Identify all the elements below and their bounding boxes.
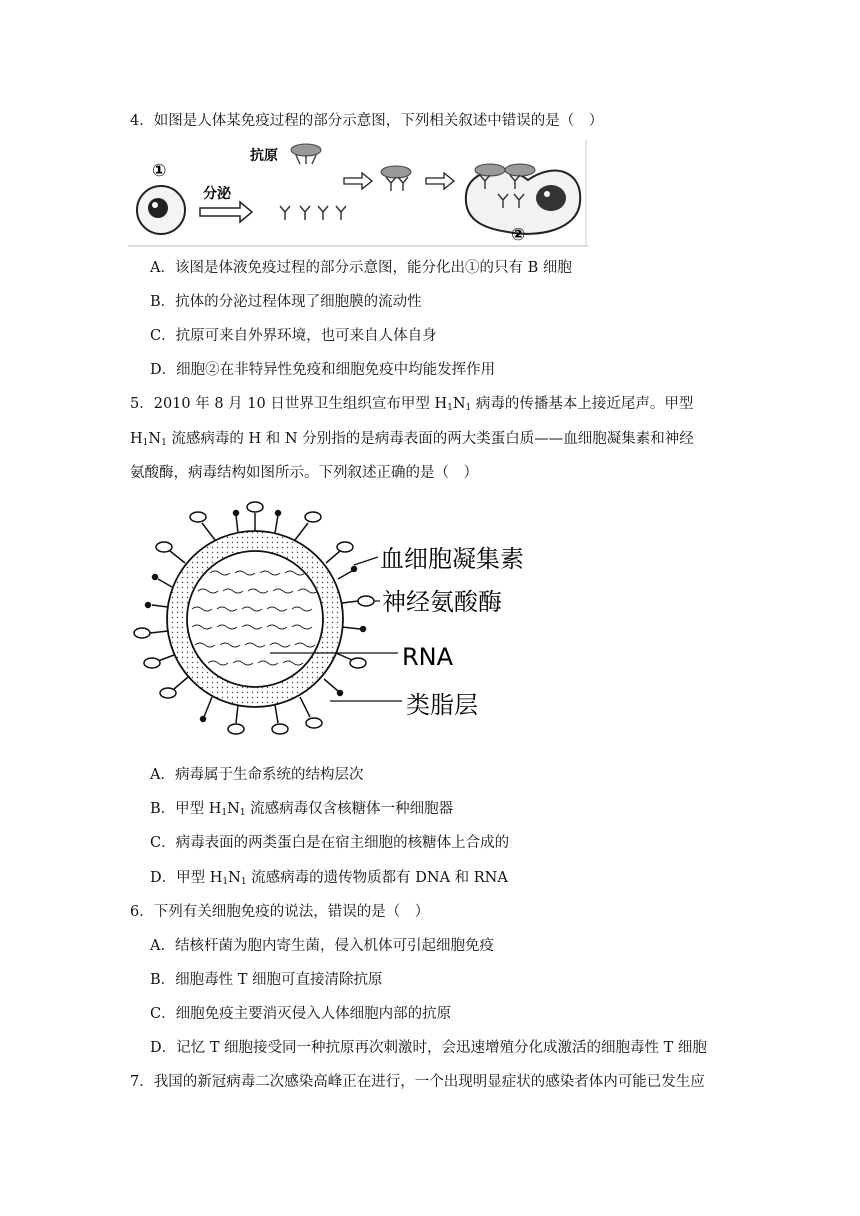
figure-label-secrete: 分泌 <box>203 186 231 202</box>
q4-option-d: D．细胞②在非特异性免疫和细胞免疫中均能发挥作用 <box>150 362 496 378</box>
antibody-icons <box>280 206 346 220</box>
label-lipid-layer: 类脂层 <box>406 691 478 719</box>
virus-structure-figure <box>130 495 560 745</box>
q4-option-a: A．该图是体液免疫过程的部分示意图，能分化出①的只有 B 细胞 <box>150 260 572 276</box>
immune-process-figure <box>128 140 590 248</box>
q4-option-c: C．抗原可来自外界环境，也可来自人体自身 <box>150 328 437 344</box>
q6-option-a: A．结核杆菌为胞内寄生菌，侵入机体可引起细胞免疫 <box>150 938 494 954</box>
secrete-arrow-icon <box>200 202 252 222</box>
figure-label-1: ① <box>152 161 167 181</box>
arrow-icon <box>426 173 454 189</box>
q4-stem: 4．如图是人体某免疫过程的部分示意图，下列相关叙述中错误的是（ ） <box>130 113 604 129</box>
q6-stem: 6．下列有关细胞免疫的说法，错误的是（ ） <box>130 904 430 920</box>
figure-label-2: ② <box>511 225 526 245</box>
q5-option-d: D．甲型 $H_1N_1$ 流感病毒的遗传物质都有 DNA 和 RNA <box>150 870 508 887</box>
q5-option-a: A．病毒属于生命系统的结构层次 <box>150 767 364 783</box>
q6-option-b: B．细胞毒性 T 细胞可直接清除抗原 <box>150 972 383 988</box>
arrow-icon <box>344 173 372 189</box>
label-rna: RNA <box>402 643 454 671</box>
q7-stem: 7．我国的新冠病毒二次感染高峰正在进行，一个出现明显症状的感染者体内可能已发生应 <box>130 1074 705 1090</box>
label-neuraminidase: 神经氨酸酶 <box>382 588 502 616</box>
q6-option-d: D．记忆 T 细胞接受同一种抗原再次刺激时，会迅速增殖分化成激活的细胞毒性 T 细胞 <box>150 1040 707 1056</box>
q5-stem-line3: 氨酸酶，病毒结构如图所示。下列叙述正确的是（ ） <box>130 465 478 481</box>
q4-option-b: B．抗体的分泌过程体现了细胞膜的流动性 <box>150 294 422 310</box>
q5-stem-line1: 5．2010 年 8 月 10 日世界卫生组织宣布甲型 $H_1N_1$ 病毒的传播基本上接近尾声。甲型 <box>130 396 694 413</box>
figure-label-antigen: 抗原 <box>250 148 278 164</box>
q5-option-b: B．甲型 $H_1N_1$ 流感病毒仅含核糖体一种细胞器 <box>150 801 454 818</box>
q5-option-c: C．病毒表面的两类蛋白是在宿主细胞的核糖体上合成的 <box>150 835 510 851</box>
q5-stem-line2: $H_1N_1$ 流感病毒的 H 和 N 分别指的是病毒表面的两大类蛋白质——血细胞凝集素和神经 <box>130 431 694 448</box>
label-hemagglutinin: 血细胞凝集素 <box>380 545 524 573</box>
q6-option-c: C．细胞免疫主要消灭侵入人体细胞内部的抗原 <box>150 1006 452 1022</box>
